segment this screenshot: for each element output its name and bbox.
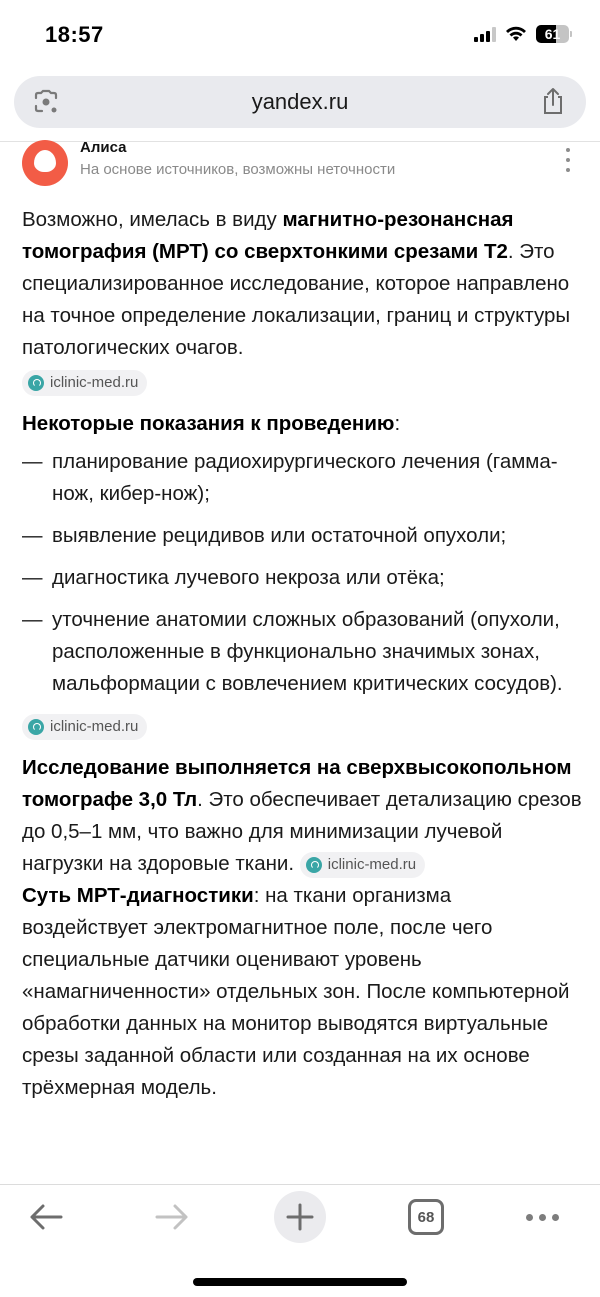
- alice-name: Алиса: [80, 139, 127, 156]
- source-label: iclinic-med.ru: [50, 373, 139, 391]
- battery-tip: [570, 31, 572, 37]
- address-bar[interactable]: [14, 76, 586, 128]
- tabs-button[interactable]: 68: [408, 1199, 444, 1235]
- source-site-icon: [28, 375, 44, 391]
- alice-header: [0, 134, 600, 190]
- status-time: 18:57: [45, 22, 104, 47]
- more-dots-icon: [526, 1214, 533, 1221]
- alice-disclaimer: На основе источников, возможны неточности: [80, 161, 396, 178]
- alice-logo-icon: [22, 140, 68, 186]
- indications-list: [22, 446, 582, 700]
- battery-icon: [536, 25, 569, 43]
- forward-button[interactable]: [150, 1197, 194, 1237]
- answer-paragraph-1: Возможно, имелась в виду магнитно-резонансная томография (МРТ) со сверхтонкими срезами Т2. Это специализированное исследование, которое направлено на точное определение локализации, границ и структуры патологических очагов.: [22, 208, 571, 359]
- answer-paragraph-4: Суть МРТ-диагностики: на ткани организма воздействует электромагнитное поле, после чего специальные датчики оценивают уровень «намагниченности» отдельных зон. После компьютерной обработки данных на монитор выводятся виртуальные срезы заданной области или созданная на их основе трёхмерная модель.: [22, 884, 570, 1099]
- source-site-icon: [28, 719, 44, 735]
- plus-icon: [286, 1203, 314, 1231]
- source-chip[interactable]: [300, 852, 425, 878]
- cellular-signal-icon: [474, 27, 496, 42]
- share-icon[interactable]: [540, 86, 566, 116]
- source-site-icon: [306, 857, 322, 873]
- source-label: iclinic-med.ru: [50, 717, 139, 735]
- list-item: — выявление рецидивов или остаточной опухоли;: [22, 524, 507, 547]
- list-item: — уточнение анатомии сложных образований (опухоли, расположенные в функционально значимых зонах, мальформации с вовлечением критических сосудов).: [22, 608, 563, 695]
- arrow-left-icon: [28, 1202, 64, 1232]
- more-options-icon[interactable]: [564, 148, 572, 172]
- highlight-term: магнитно-резонансная томография (МРТ) со сверхтонкими срезами Т2: [22, 208, 514, 263]
- menu-button[interactable]: [522, 1205, 562, 1229]
- back-button[interactable]: [24, 1197, 68, 1237]
- wifi-icon: [505, 26, 527, 42]
- indications-heading: Некоторые показания к проведению:: [22, 412, 401, 435]
- answer-paragraph-3: Исследование выполняется на сверхвысокопольном томографе 3,0 Тл. Это обеспечивает детализацию срезов до 0,5–1 мм, что важно для минимизации лучевой нагрузки на здоровые ткани. iclinic-med.ru: [22, 752, 582, 880]
- battery-level: 61: [544, 26, 561, 42]
- new-tab-button[interactable]: [274, 1191, 326, 1243]
- visual-search-camera-icon[interactable]: [32, 88, 60, 116]
- source-chip[interactable]: [22, 714, 147, 740]
- list-item: — диагностика лучевого некроза или отёка;: [22, 566, 445, 589]
- source-label: iclinic-med.ru: [327, 855, 417, 873]
- status-icons: [474, 25, 572, 43]
- home-indicator[interactable]: [193, 1278, 407, 1286]
- answer-content: [22, 204, 582, 1104]
- url-text[interactable]: yandex.ru: [251, 89, 349, 114]
- source-chip[interactable]: [22, 370, 147, 396]
- status-bar: [0, 0, 600, 70]
- list-item: — планирование радиохирургического лечения (гамма-нож, кибер-нож);: [22, 450, 558, 505]
- arrow-right-icon: [154, 1202, 190, 1232]
